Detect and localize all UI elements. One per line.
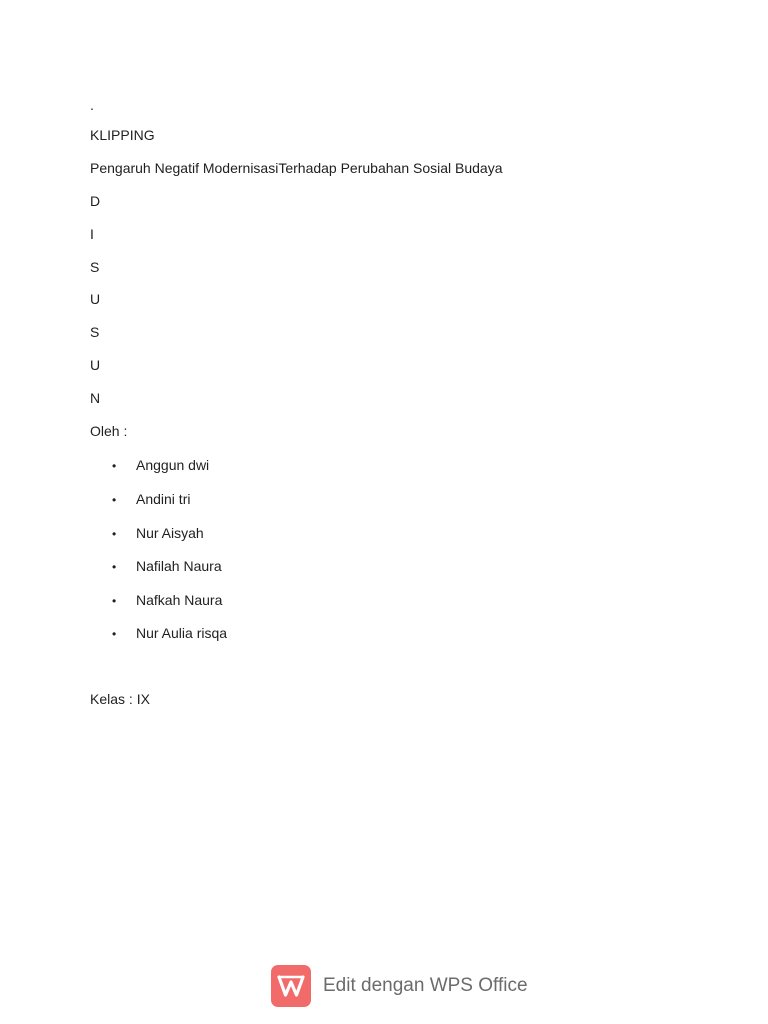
edit-with-wps-label: Edit dengan WPS Office: [323, 975, 528, 996]
vertical-letter: D: [90, 193, 101, 209]
bullet-icon: •: [112, 627, 117, 641]
document-subtitle: Pengaruh Negatif ModernisasiTerhadap Perubahan Sosial Budaya: [90, 160, 503, 176]
member-name: Nafilah Naura: [136, 558, 222, 574]
member-list-item: [112, 557, 222, 576]
member-name: Nafkah Naura: [136, 592, 223, 608]
vertical-letter: S: [90, 259, 100, 275]
bullet-icon: •: [112, 459, 117, 473]
member-name: Nur Aulia risqa: [136, 625, 228, 641]
edit-with-wps-button[interactable]: [271, 965, 528, 1007]
bullet-icon: •: [112, 527, 117, 541]
document-heading: KLIPPING: [90, 127, 155, 143]
vertical-letter: I: [90, 226, 94, 242]
class-label: Kelas : IX: [90, 691, 150, 707]
member-list-item: [112, 456, 209, 475]
bullet-icon: •: [112, 594, 117, 608]
vertical-letter: U: [90, 291, 101, 307]
member-list-item: [112, 591, 222, 610]
member-name: Anggun dwi: [136, 457, 210, 473]
member-name: Nur Aisyah: [136, 525, 204, 541]
wps-office-logo-icon: [271, 965, 311, 1007]
vertical-letter: S: [90, 324, 100, 340]
vertical-letter: U: [90, 357, 101, 373]
bullet-icon: •: [112, 560, 117, 574]
member-list-item: [112, 524, 204, 543]
author-label: Oleh :: [90, 423, 128, 439]
member-list-item: [112, 490, 190, 509]
leading-dot: .: [90, 97, 94, 113]
vertical-letter: N: [90, 390, 101, 406]
member-name: Andini tri: [136, 491, 191, 507]
member-list-item: [112, 624, 227, 643]
bullet-icon: •: [112, 493, 117, 507]
